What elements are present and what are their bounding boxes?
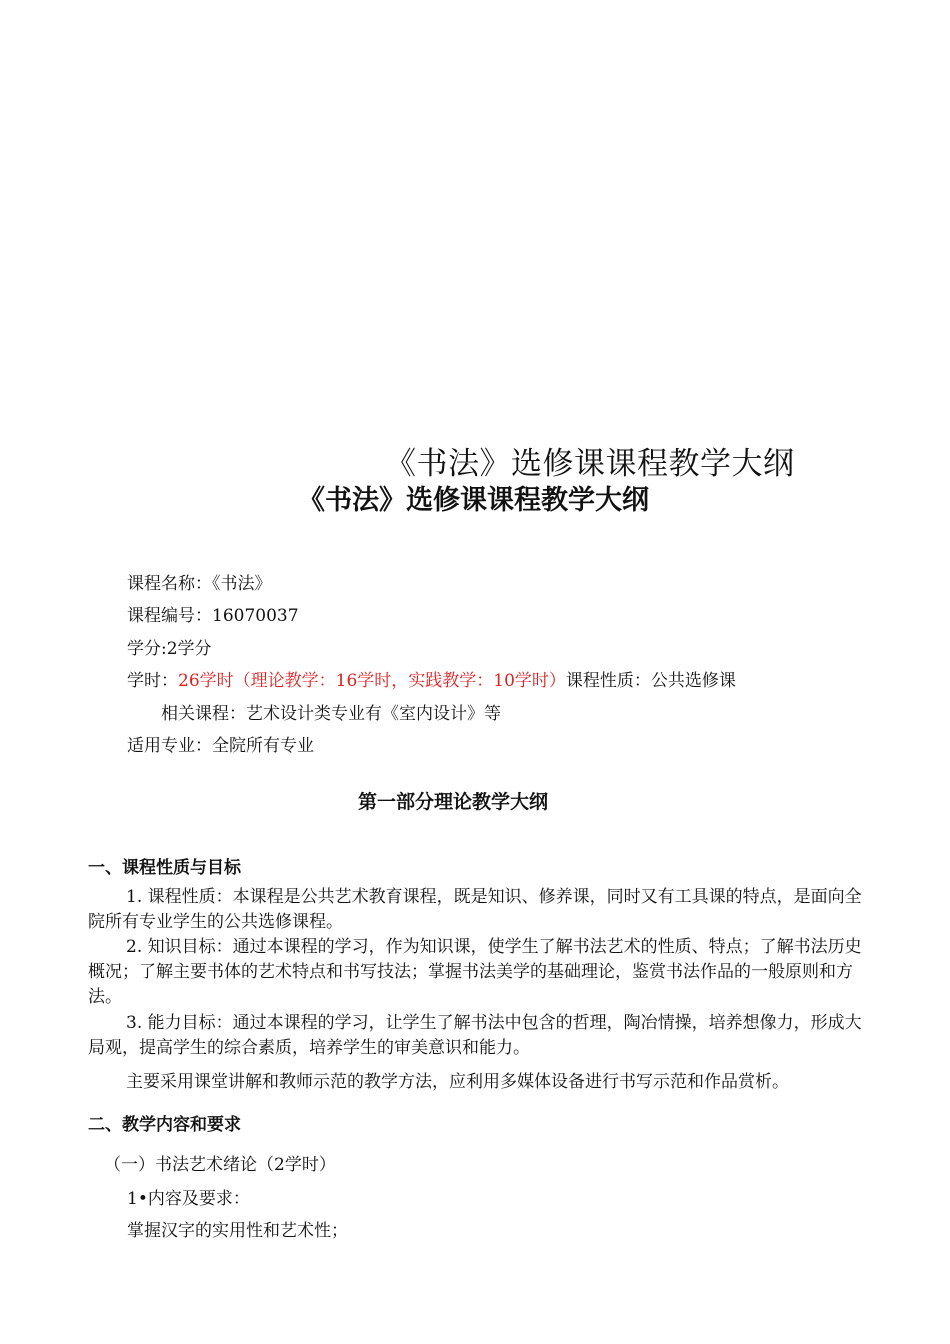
section1-paragraph-1: 1. 课程性质：本课程是公共艺术教育课程，既是知识、修养课，同时又有工具课的特点，是面向全院所有专业学生的公共选修课程。 [88, 887, 862, 932]
section1-heading: 一、课程性质与目标 [88, 858, 241, 878]
section2-heading: 二、教学内容和要求 [88, 1115, 241, 1135]
section2-subheading-1: （一）书法艺术绪论（2学时） [104, 1155, 336, 1175]
course-hours-label: 学时： [127, 671, 178, 691]
related-courses: 相关课程：艺术设计类专业有《室内设计》等 [161, 704, 501, 724]
course-code: 课程编号：16070037 [127, 606, 299, 626]
document-title-line2: 《书法》选修课课程教学大纲 [298, 485, 649, 516]
course-hours-line [127, 666, 736, 691]
course-hours-value: 26学时（理论教学：16学时，实践教学：10学时） [178, 671, 566, 691]
applicable-major: 适用专业：全院所有专业 [127, 736, 314, 756]
part1-title: 第一部分理论教学大纲 [358, 791, 549, 813]
document-title-line1: 《书法》选修课课程教学大纲 [385, 446, 795, 482]
course-name: 课程名称：《书法》 [127, 574, 272, 594]
section1-paragraph-3: 3. 能力目标：通过本课程的学习，让学生了解书法中包含的哲理，陶冶情操，培养想像力，形成大局观，提高学生的综合素质，培养学生的审美意识和能力。 [88, 1013, 862, 1058]
section1-paragraph-4: 主要采用课堂讲解和教师示范的教学方法，应利用多媒体设备进行书写示范和作品赏析。 [126, 1072, 789, 1092]
section2-item-1-text: 掌握汉字的实用性和艺术性； [127, 1221, 348, 1241]
course-credit: 学分:2学分 [127, 639, 212, 659]
course-nature: 课程性质：公共选修课 [565, 671, 736, 691]
section2-item-1: 1•内容及要求： [127, 1189, 250, 1209]
section1-paragraph-2: 2. 知识目标：通过本课程的学习，作为知识课，使学生了解书法艺术的性质、特点；了解书法历史概况；了解主要书体的艺术特点和书写技法；掌握书法美学的基础理论，鉴赏书法作品的一般原则和方法。 [88, 937, 862, 1007]
